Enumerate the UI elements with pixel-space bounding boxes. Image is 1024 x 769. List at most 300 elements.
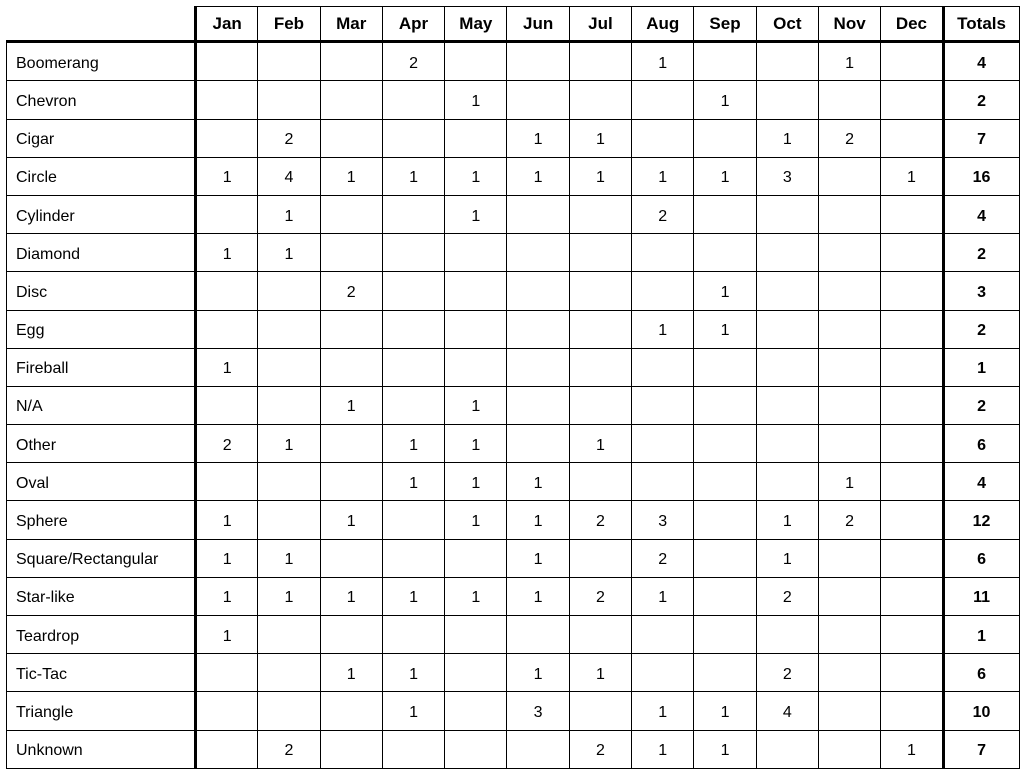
- count-cell: 2: [632, 195, 694, 233]
- count-cell: [881, 272, 943, 310]
- count-cell: [818, 272, 880, 310]
- count-cell: [818, 234, 880, 272]
- count-cell: 1: [507, 463, 569, 501]
- count-cell: 1: [569, 119, 631, 157]
- count-cell: 1: [445, 577, 507, 615]
- count-cell: 1: [382, 425, 444, 463]
- count-cell: [258, 501, 320, 539]
- count-cell: 2: [632, 539, 694, 577]
- count-cell: [881, 654, 943, 692]
- table-row: [7, 425, 1020, 463]
- count-cell: [756, 310, 818, 348]
- row-label: Other: [7, 425, 196, 463]
- count-cell: [445, 310, 507, 348]
- count-cell: [818, 348, 880, 386]
- count-cell: [382, 348, 444, 386]
- count-cell: [569, 272, 631, 310]
- count-cell: [507, 616, 569, 654]
- count-cell: 1: [818, 463, 880, 501]
- count-cell: [196, 42, 258, 81]
- table-row: [7, 654, 1020, 692]
- count-cell: 1: [756, 119, 818, 157]
- count-cell: [320, 234, 382, 272]
- count-cell: [196, 654, 258, 692]
- count-cell: 1: [694, 692, 756, 730]
- count-cell: [818, 616, 880, 654]
- count-cell: 1: [258, 425, 320, 463]
- count-cell: 1: [445, 386, 507, 424]
- count-cell: [881, 234, 943, 272]
- table-row: [7, 157, 1020, 195]
- count-cell: [818, 157, 880, 195]
- count-cell: [818, 195, 880, 233]
- count-cell: 1: [196, 501, 258, 539]
- count-cell: 1: [445, 501, 507, 539]
- count-cell: [756, 42, 818, 81]
- count-cell: [632, 654, 694, 692]
- count-cell: [196, 386, 258, 424]
- count-cell: 3: [756, 157, 818, 195]
- table-row: [7, 501, 1020, 539]
- row-total-cell: 2: [943, 310, 1019, 348]
- count-cell: [818, 654, 880, 692]
- count-cell: [445, 234, 507, 272]
- row-total-cell: 4: [943, 463, 1019, 501]
- count-cell: [881, 425, 943, 463]
- count-cell: [632, 386, 694, 424]
- count-cell: [507, 310, 569, 348]
- count-cell: [881, 348, 943, 386]
- count-cell: 1: [694, 272, 756, 310]
- count-cell: 1: [632, 157, 694, 195]
- corner-cell: [7, 7, 196, 42]
- row-label: Disc: [7, 272, 196, 310]
- count-cell: 1: [196, 577, 258, 615]
- row-label: Cigar: [7, 119, 196, 157]
- count-cell: [507, 42, 569, 81]
- count-cell: [320, 195, 382, 233]
- row-total-cell: 4: [943, 42, 1019, 81]
- count-cell: 1: [445, 195, 507, 233]
- row-label: Sphere: [7, 501, 196, 539]
- count-cell: 1: [196, 157, 258, 195]
- count-cell: 1: [507, 157, 569, 195]
- table-row: [7, 42, 1020, 81]
- count-cell: [320, 539, 382, 577]
- month-header-jun: Jun: [507, 7, 569, 42]
- row-label: Boomerang: [7, 42, 196, 81]
- count-cell: 2: [258, 730, 320, 768]
- count-cell: 2: [818, 119, 880, 157]
- count-cell: [320, 616, 382, 654]
- row-total-cell: 6: [943, 539, 1019, 577]
- count-cell: [632, 616, 694, 654]
- count-cell: [818, 730, 880, 768]
- count-cell: 2: [569, 501, 631, 539]
- count-cell: [694, 425, 756, 463]
- month-header-apr: Apr: [382, 7, 444, 42]
- count-cell: 1: [382, 692, 444, 730]
- table-row: [7, 272, 1020, 310]
- count-cell: 3: [507, 692, 569, 730]
- count-cell: [320, 42, 382, 81]
- count-cell: 1: [320, 501, 382, 539]
- count-cell: [756, 234, 818, 272]
- table-row: [7, 234, 1020, 272]
- count-cell: 1: [507, 577, 569, 615]
- count-cell: [881, 463, 943, 501]
- count-cell: [320, 81, 382, 119]
- count-cell: 1: [320, 577, 382, 615]
- count-cell: [507, 234, 569, 272]
- count-cell: [694, 42, 756, 81]
- count-cell: [881, 616, 943, 654]
- count-cell: [507, 195, 569, 233]
- count-cell: 1: [569, 425, 631, 463]
- row-total-cell: 1: [943, 616, 1019, 654]
- count-cell: 2: [756, 577, 818, 615]
- count-cell: 1: [445, 157, 507, 195]
- count-cell: [320, 730, 382, 768]
- count-cell: [445, 272, 507, 310]
- count-cell: 1: [881, 730, 943, 768]
- row-total-cell: 7: [943, 119, 1019, 157]
- count-cell: [881, 119, 943, 157]
- row-total-cell: 1: [943, 348, 1019, 386]
- count-cell: 1: [258, 577, 320, 615]
- count-cell: [818, 577, 880, 615]
- count-cell: [258, 692, 320, 730]
- count-cell: [756, 463, 818, 501]
- count-cell: [445, 692, 507, 730]
- month-header-oct: Oct: [756, 7, 818, 42]
- count-cell: [445, 119, 507, 157]
- count-cell: [196, 195, 258, 233]
- count-cell: [881, 692, 943, 730]
- count-cell: [881, 81, 943, 119]
- count-cell: 1: [445, 463, 507, 501]
- count-cell: [818, 692, 880, 730]
- count-cell: 1: [569, 157, 631, 195]
- count-cell: [632, 348, 694, 386]
- count-cell: 2: [320, 272, 382, 310]
- row-total-cell: 10: [943, 692, 1019, 730]
- count-cell: 1: [196, 539, 258, 577]
- count-cell: [818, 425, 880, 463]
- month-header-sep: Sep: [694, 7, 756, 42]
- count-cell: [881, 195, 943, 233]
- row-label: Chevron: [7, 81, 196, 119]
- count-cell: 1: [694, 81, 756, 119]
- row-total-cell: 7: [943, 730, 1019, 768]
- count-cell: [196, 463, 258, 501]
- count-cell: [881, 310, 943, 348]
- row-label: Unknown: [7, 730, 196, 768]
- row-label: Diamond: [7, 234, 196, 272]
- count-cell: 2: [569, 577, 631, 615]
- count-cell: 1: [632, 577, 694, 615]
- count-cell: [507, 730, 569, 768]
- row-total-cell: 2: [943, 234, 1019, 272]
- month-header-jan: Jan: [196, 7, 258, 42]
- month-header-aug: Aug: [632, 7, 694, 42]
- row-total-cell: 3: [943, 272, 1019, 310]
- count-cell: [445, 654, 507, 692]
- count-cell: [445, 616, 507, 654]
- count-cell: 1: [632, 310, 694, 348]
- count-cell: 1: [320, 157, 382, 195]
- count-cell: [569, 310, 631, 348]
- count-cell: [694, 616, 756, 654]
- count-cell: 2: [756, 654, 818, 692]
- count-cell: [632, 272, 694, 310]
- count-cell: [881, 501, 943, 539]
- count-cell: [320, 119, 382, 157]
- count-cell: [569, 234, 631, 272]
- count-cell: [507, 386, 569, 424]
- row-label: Star-like: [7, 577, 196, 615]
- count-cell: [818, 310, 880, 348]
- count-cell: [382, 272, 444, 310]
- count-cell: [382, 234, 444, 272]
- row-total-cell: 6: [943, 654, 1019, 692]
- table-row: [7, 310, 1020, 348]
- count-cell: [881, 386, 943, 424]
- count-cell: 1: [632, 730, 694, 768]
- count-cell: [756, 425, 818, 463]
- month-header-dec: Dec: [881, 7, 943, 42]
- totals-header: Totals: [943, 7, 1019, 42]
- count-cell: [196, 692, 258, 730]
- count-cell: 1: [258, 539, 320, 577]
- ufo-shape-by-month-table: [6, 6, 1020, 769]
- count-cell: [258, 272, 320, 310]
- count-cell: [569, 81, 631, 119]
- count-cell: 4: [756, 692, 818, 730]
- count-cell: [569, 539, 631, 577]
- row-label: Teardrop: [7, 616, 196, 654]
- count-cell: 1: [382, 157, 444, 195]
- count-cell: [320, 463, 382, 501]
- count-cell: [320, 310, 382, 348]
- count-cell: 2: [382, 42, 444, 81]
- count-cell: 1: [258, 234, 320, 272]
- count-cell: [507, 81, 569, 119]
- count-cell: 1: [320, 386, 382, 424]
- count-cell: [756, 386, 818, 424]
- count-cell: [382, 119, 444, 157]
- count-cell: 1: [569, 654, 631, 692]
- table-row: [7, 577, 1020, 615]
- count-cell: 1: [507, 119, 569, 157]
- count-cell: 2: [196, 425, 258, 463]
- count-cell: [569, 616, 631, 654]
- count-cell: 1: [756, 501, 818, 539]
- row-total-cell: 4: [943, 195, 1019, 233]
- count-cell: [196, 272, 258, 310]
- count-cell: 1: [445, 81, 507, 119]
- count-cell: [756, 81, 818, 119]
- count-cell: 1: [196, 348, 258, 386]
- count-cell: [196, 119, 258, 157]
- count-cell: [694, 654, 756, 692]
- count-cell: 1: [382, 654, 444, 692]
- count-cell: [756, 616, 818, 654]
- count-cell: [694, 195, 756, 233]
- row-total-cell: 12: [943, 501, 1019, 539]
- count-cell: [694, 539, 756, 577]
- row-label: N/A: [7, 386, 196, 424]
- count-cell: 1: [632, 42, 694, 81]
- count-cell: 4: [258, 157, 320, 195]
- count-cell: [382, 501, 444, 539]
- count-cell: [569, 195, 631, 233]
- count-cell: [445, 42, 507, 81]
- count-cell: 1: [196, 616, 258, 654]
- count-cell: [258, 386, 320, 424]
- count-cell: [258, 81, 320, 119]
- count-cell: [632, 234, 694, 272]
- row-total-cell: 2: [943, 81, 1019, 119]
- count-cell: [694, 501, 756, 539]
- table-row: [7, 730, 1020, 768]
- count-cell: [569, 42, 631, 81]
- count-cell: [756, 272, 818, 310]
- count-cell: [756, 195, 818, 233]
- count-cell: [694, 463, 756, 501]
- count-cell: 1: [818, 42, 880, 81]
- count-cell: [818, 386, 880, 424]
- count-cell: 2: [258, 119, 320, 157]
- row-total-cell: 11: [943, 577, 1019, 615]
- count-cell: 1: [507, 654, 569, 692]
- row-label: Square/Rectangular: [7, 539, 196, 577]
- count-cell: 3: [632, 501, 694, 539]
- table-row: [7, 463, 1020, 501]
- count-cell: [258, 616, 320, 654]
- count-cell: [569, 386, 631, 424]
- count-cell: [569, 463, 631, 501]
- count-cell: [632, 81, 694, 119]
- row-label: Triangle: [7, 692, 196, 730]
- count-cell: 1: [507, 501, 569, 539]
- count-cell: 1: [756, 539, 818, 577]
- count-cell: [507, 348, 569, 386]
- row-total-cell: 6: [943, 425, 1019, 463]
- count-cell: 2: [818, 501, 880, 539]
- table-row: [7, 81, 1020, 119]
- count-cell: 2: [569, 730, 631, 768]
- month-header-jul: Jul: [569, 7, 631, 42]
- count-cell: [818, 81, 880, 119]
- count-cell: 1: [382, 577, 444, 615]
- count-cell: [632, 463, 694, 501]
- count-cell: [196, 310, 258, 348]
- count-cell: 1: [507, 539, 569, 577]
- table-row: [7, 195, 1020, 233]
- count-cell: [320, 425, 382, 463]
- count-cell: 1: [320, 654, 382, 692]
- count-cell: 1: [632, 692, 694, 730]
- count-cell: [382, 539, 444, 577]
- count-cell: 1: [196, 234, 258, 272]
- table-row: [7, 386, 1020, 424]
- count-cell: [632, 425, 694, 463]
- count-cell: [818, 539, 880, 577]
- count-cell: [756, 348, 818, 386]
- row-label: Circle: [7, 157, 196, 195]
- count-cell: [258, 348, 320, 386]
- count-cell: [445, 348, 507, 386]
- count-cell: 1: [258, 195, 320, 233]
- count-cell: [694, 577, 756, 615]
- month-header-nov: Nov: [818, 7, 880, 42]
- table-row: [7, 348, 1020, 386]
- count-cell: 1: [382, 463, 444, 501]
- row-label: Tic-Tac: [7, 654, 196, 692]
- table-row: [7, 692, 1020, 730]
- row-label: Oval: [7, 463, 196, 501]
- row-label: Fireball: [7, 348, 196, 386]
- month-header-mar: Mar: [320, 7, 382, 42]
- count-cell: 1: [694, 310, 756, 348]
- count-cell: [382, 195, 444, 233]
- table-body: [7, 42, 1020, 769]
- count-cell: [694, 119, 756, 157]
- count-cell: 1: [694, 730, 756, 768]
- count-cell: [196, 730, 258, 768]
- count-cell: [694, 234, 756, 272]
- table-row: [7, 539, 1020, 577]
- count-cell: [320, 348, 382, 386]
- row-label: Cylinder: [7, 195, 196, 233]
- count-cell: [569, 348, 631, 386]
- month-header-may: May: [445, 7, 507, 42]
- count-cell: [382, 386, 444, 424]
- count-cell: [258, 310, 320, 348]
- count-cell: [694, 348, 756, 386]
- count-cell: [445, 730, 507, 768]
- count-cell: [258, 42, 320, 81]
- count-cell: [382, 616, 444, 654]
- count-cell: [881, 577, 943, 615]
- count-cell: [382, 310, 444, 348]
- count-cell: [881, 42, 943, 81]
- count-cell: 1: [694, 157, 756, 195]
- count-cell: [756, 730, 818, 768]
- count-cell: [507, 425, 569, 463]
- count-cell: [258, 463, 320, 501]
- count-cell: [196, 81, 258, 119]
- row-total-cell: 2: [943, 386, 1019, 424]
- count-cell: [445, 539, 507, 577]
- table-row: [7, 616, 1020, 654]
- count-cell: 1: [445, 425, 507, 463]
- count-cell: [258, 654, 320, 692]
- month-header-feb: Feb: [258, 7, 320, 42]
- table-row: [7, 119, 1020, 157]
- count-cell: [881, 539, 943, 577]
- count-cell: [507, 272, 569, 310]
- row-label: Egg: [7, 310, 196, 348]
- count-cell: [320, 692, 382, 730]
- count-cell: [382, 730, 444, 768]
- header-row: [7, 7, 1020, 42]
- count-cell: [382, 81, 444, 119]
- count-cell: 1: [881, 157, 943, 195]
- count-cell: [632, 119, 694, 157]
- count-cell: [694, 386, 756, 424]
